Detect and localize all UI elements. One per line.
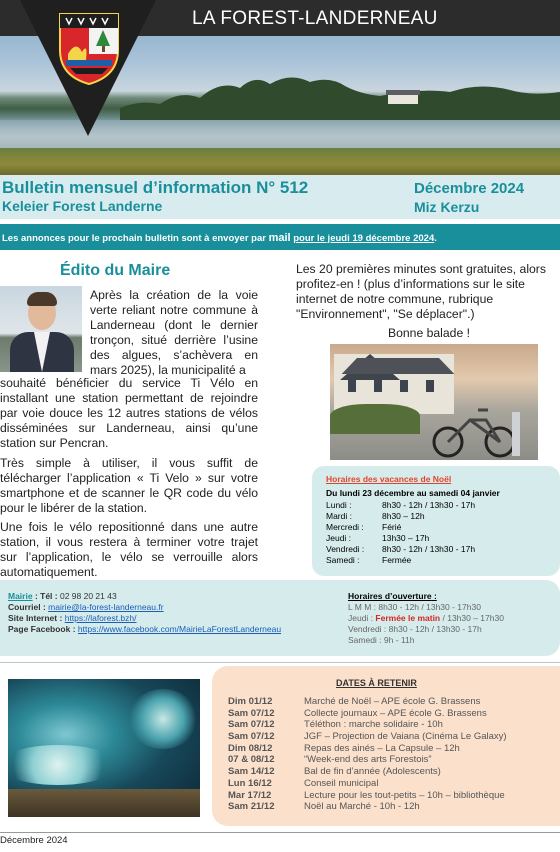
date-row: Lun 16/12 Conseil municipal [228,777,379,789]
dates-title: DATES À RETENIR [336,678,417,688]
bulletin-month-breton: Miz Kerzu [414,199,480,215]
edito-paragraph: Une fois le vélo repositionné dans une autre station, il vous restera à terminer votre trajet sur l’application, le vélo se verrouille alors automatiquement. [0,520,258,579]
holiday-row: Samedi : Fermée [326,555,412,565]
contact-facebook-line: Page Facebook : https://www.facebook.com/MairieLaForestLanderneau [8,624,282,634]
holiday-row: Mercredi : Férié [326,522,402,532]
right-column-text [296,262,560,322]
bulletin-month: Décembre 2024 [414,180,525,197]
edito-paragraph: souhaité bénéficier du service Ti Vélo en installant une station permettant de rejoindre par voie douce les 12 autres stations de vélos disséminées sur Landerneau, ainsi qu’une station sur Pencran. [0,376,258,450]
right-text-line: Les 20 premières minutes sont gratuites, alors [296,262,546,276]
hours-vendredi: Vendredi : 8h30 - 12h / 13h30 - 17h [348,624,482,634]
crest-logo [58,10,120,86]
dates-box [212,666,560,826]
balade-text: Bonne balade ! [388,326,470,340]
grass-foreground [0,148,560,175]
holiday-row: Vendredi : 8h30 - 12h / 13h30 - 17h [326,544,476,554]
mayor-portrait [0,286,82,372]
website-link[interactable]: https://laforest.bzh/ [64,613,137,623]
bulletin-subtitle: Keleier Forest Landerne [2,198,163,214]
bike-station-photo [330,344,538,460]
edito-paragraph: Très simple à utiliser, il vous suffit de télécharger l’application « Ti Velo » sur votre smartphone et de scanner le QR code du vélo pour le libérer de la station. [0,456,258,515]
header-banner [0,0,560,175]
date-row: Sam 07/12 Collecte journaux – APE école G. Brassens [228,707,487,719]
holiday-row: Jeudi : 13h30 – 17h [326,533,430,543]
phone-number: 02 98 20 21 43 [59,591,117,601]
edito-paragraph: Après la création de la voie verte reliant notre commune à Landerneau (dont le dernier tronçon, situé derrière l’usine des algues, s’achèvera en mars 2025), la municipalité a [90,288,258,377]
hours-lmm: L M M : 8h30 - 12h / 13h30 - 17h30 [348,602,481,612]
contact-web-line: Site Internet : https://laforest.bzh/ [8,613,137,623]
divider [0,662,560,663]
holiday-hours-box [312,466,560,576]
email-link[interactable]: mairie@la-forest-landerneau.fr [48,602,164,612]
footer-rule [0,832,560,833]
hours-jeudi: Jeudi : Fermée le matin / 13h30 – 17h30 [348,613,504,623]
date-row: Dim 08/12 Repas des ainés – La Capsule – 12h [228,742,460,754]
page-title: LA FOREST-LANDERNEAU [192,8,438,29]
announcement-deadline: pour le jeudi 19 décembre 2024 [293,233,435,244]
holiday-hours-period: Du lundi 23 décembre au samedi 04 janvier [326,488,500,498]
mairie-label: Mairie [8,591,33,601]
holiday-hours-title: Horaires des vacances de Noël [326,474,452,484]
contact-box [0,580,560,656]
contact-phone-line: Mairie : Tél : 02 98 20 21 43 [8,591,117,601]
announcement-bar [0,224,560,250]
right-text-line: profitez-en ! (plus d’informations sur le site [296,277,525,291]
date-row: Sam 14/12 Bal de fin d’année (Adolescents) [228,766,441,778]
wave-painting [8,679,200,817]
holiday-row: Lundi : 8h30 - 12h / 13h30 - 17h [326,500,476,510]
treeline-illustration [120,70,560,120]
opening-hours-title: Horaires d’ouverture : [348,591,437,601]
facebook-link[interactable]: https://www.facebook.com/MairieLaForestLanderneau [77,624,282,634]
holiday-row: Mardi : 8h30 – 12h [326,511,425,521]
announcement-mail: mail [268,232,291,244]
date-row: Sam 07/12 JGF – Projection de Vaiana (Cinéma Le Galaxy) [228,731,507,743]
right-text-line: internet de notre commune, rubrique [296,292,494,306]
right-text-line: "Environnement", "Se déplacer".) [296,307,475,321]
bulletin-band [0,175,560,219]
date-row: Sam 07/12 Téléthon : marche solidaire - 10h [228,719,443,731]
contact-mail-line: Courriel : mairie@la-forest-landerneau.fr [8,602,164,612]
announcement-text: Les annonces pour le prochain bulletin sont à envoyer par [2,233,269,244]
bulletin-title: Bulletin mensuel d’information N° 512 [2,178,309,197]
date-row: 07 & 08/12 “Week-end des arts Forestois” [228,754,432,766]
date-row: Dim 01/12 Marché de Noël – APE école G. Brassens [228,696,481,707]
announcement-end: . [434,233,437,244]
hours-samedi: Samedi : 9h - 11h [348,635,415,645]
footer-date: Décembre 2024 [0,835,68,846]
date-row: Mar 17/12 Lecture pour les tout-petits – 10h – bibliothèque [228,789,505,801]
date-row: Sam 21/12 Noël au Marché - 10h - 12h [228,801,420,813]
edito-title: Édito du Maire [60,262,171,279]
